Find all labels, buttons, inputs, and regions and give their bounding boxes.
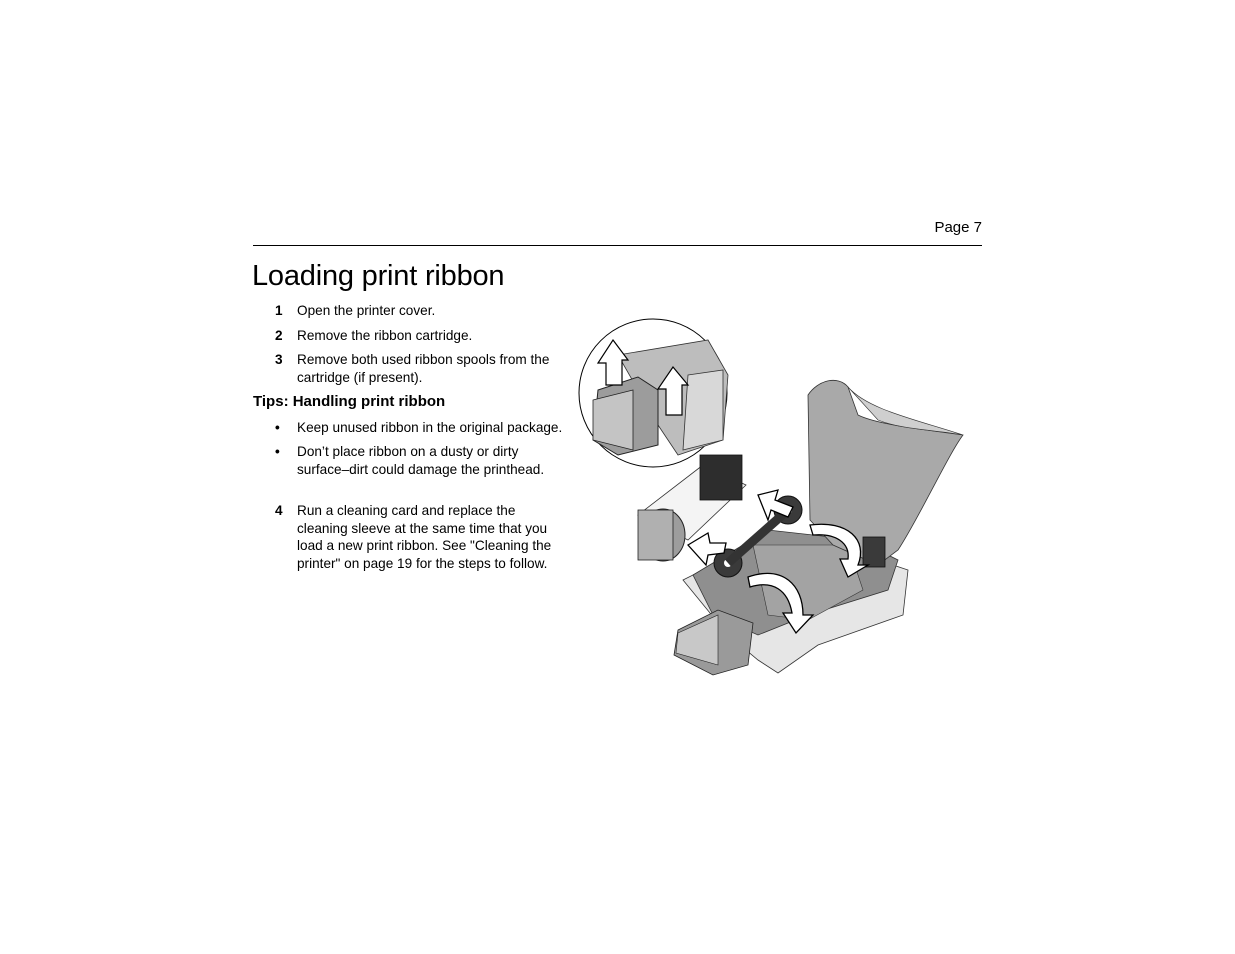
page-number: Page 7 — [934, 219, 982, 236]
tips-heading: Tips: Handling print ribbon — [253, 393, 446, 410]
step-text: Remove the ribbon cartridge. — [297, 327, 473, 343]
step-item — [253, 327, 563, 345]
step-number: 1 — [275, 303, 283, 318]
printer-ribbon-illustration — [578, 315, 968, 680]
instructions — [253, 302, 563, 572]
step-text: Open the printer cover. — [297, 303, 436, 318]
step-text: Run a cleaning card and replace the cleaning sleeve at the same time that you load a new print ribbon. See "Cleaning the printer" on page 19 for the steps to follow. — [297, 503, 552, 571]
inset-detail — [579, 319, 728, 467]
step-number: 3 — [275, 352, 283, 367]
tip-text: Don’t place ribbon on a dusty or dirty surface–dirt could damage the printhead. — [297, 444, 545, 477]
step-item — [253, 302, 563, 320]
header-rule — [253, 245, 982, 246]
tip-text: Keep unused ribbon in the original package. — [297, 419, 563, 435]
page-title: Loading print ribbon — [252, 260, 505, 292]
tip-item — [253, 443, 563, 478]
tip-item — [253, 419, 563, 437]
bullet-marker: • — [275, 444, 280, 459]
step-number: 4 — [275, 503, 283, 518]
bullet-marker: • — [275, 419, 280, 435]
step-number: 2 — [275, 327, 283, 343]
step-text: Remove both used ribbon spools from the cartridge (if present). — [297, 352, 550, 385]
step-item — [253, 351, 563, 386]
step-item — [253, 502, 563, 572]
